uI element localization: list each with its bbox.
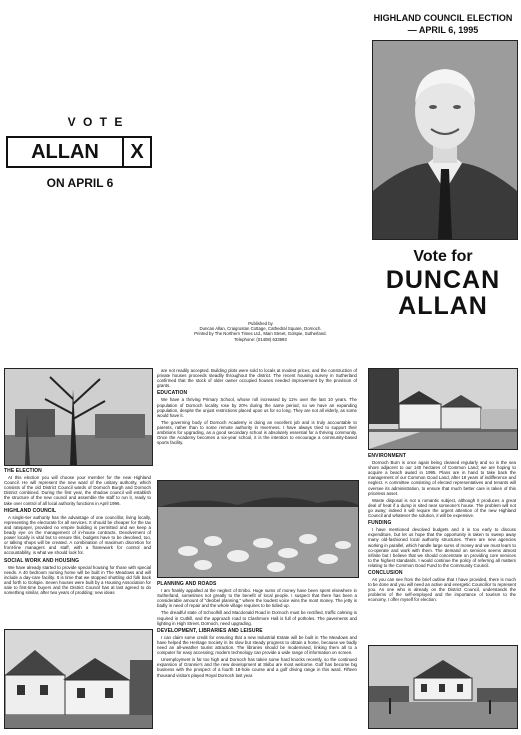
ballot-name: ALLAN [8, 138, 124, 166]
paragraph: Dornoch Burn is once again being cleaned regularly and so is the sea shore adjacent to our 140 hectares of Common Land; we are hoping to acquire a beach award in 1995. Plans are in hand to take back the management of our Common Good Land, after 18 years of indifference and neglect. A committee consisting of elected representatives and tenants will oversee its administration, to ensure that much better care is taken of this priceless asset. [368, 460, 516, 496]
section-heading: SOCIAL WORK AND HOUSING [4, 557, 80, 564]
section-heading: PLANNING AND ROADS [157, 581, 217, 587]
imprint-line2: Duncan Allan, Craigrostan Cottage, Cathedral Square, Dornoch. [199, 326, 322, 332]
vote-for-label: Vote for [413, 248, 473, 265]
section-highland-council [4, 509, 151, 556]
vote-heading: V O T E [67, 115, 125, 129]
paragraph: I can claim some credit for ensuring that a new Industrial Estate will be built in The Meadows and have helped the Heritage Society in its slow but steady progress to obtain a home, because we badly need an all-weather tourist attraction. The libraries should be modernised, linking them all to a computer for easy accessing; modern technology can provide a wide range of information on screen. [157, 634, 357, 656]
ballot-mark: X [130, 140, 144, 163]
section-heading: ENVIRONMENT [368, 453, 407, 459]
section-heading: THE ELECTION [4, 468, 42, 474]
section-election [4, 469, 151, 506]
election-title-line2: — APRIL 6, 1995 [407, 25, 479, 35]
imprint-line4: Telephone: (01408) 633993 [234, 336, 287, 342]
paragraph: We have already started to provide special housing for those with special needs. A 40 bedroom nursing home will be built in The Meadows and will include a day-care facility. It is time that we stopped shuttling old folk back and forth to Golspie. Seven houses were built by a Housing Association for sale to first-time buyers and the District Council has at last agreed to do something similar, after two years of prodding; new ideas [4, 564, 151, 596]
paragraph: Unemployment is far too high and Dornoch has taken some hard knocks recently, so the continued expansion of Grannie's and the new development at Skibo are most welcome. Golf has become big business with the prospect of a fourth 18-hole course and a golf driving range in this ward. Fifteen thousand visitors played Royal Dornoch last year. [157, 657, 357, 678]
photo-village-street [368, 368, 518, 450]
photo-sheep-field [157, 480, 359, 578]
candidate-last-name: ALLAN [398, 292, 488, 320]
section-conclusion [368, 571, 516, 603]
paragraph: The dreadful state of Schoolhill and Macdonald Road in Dornoch must be rectified, traffic calming is required in Cuthill, and the approach road to Clashmore Hall is full of potholes. The pavements and lighting in High Street, Dornoch, need upgrading. [157, 610, 357, 626]
section-environment [368, 454, 516, 518]
candidate-first-name: DUNCAN [385, 266, 501, 294]
photo-cottages [4, 629, 153, 729]
paragraph: are not readily accepted. Building plots were sold to locals at modest prices, and the construction of private houses proceeds steadily throughout the district. The recent housing survey in Sutherland confirmed that the stock of older owner occupied houses needed improvement by the provision of grants. [157, 368, 357, 389]
section-heading: CONCLUSION [368, 569, 403, 576]
paragraph: A single-tier authority has the advantage of one councillor, living locally, representing the electorate for all services. It should be cheaper for the tax and ratepayer, provided no empire building is permitted and we keep a beady eye on the management of in-house contracts. Devolvement of power locally is vital but to ensure this, budgets have to be devolved, too, or talking shops will be created. A combination of maximum discretion for front-line managers and staff, with a framework for control and accountability, is what we should look for. [4, 514, 151, 556]
middle-column-top [157, 368, 357, 447]
section-funding [368, 521, 516, 568]
paragraph: I am frankly appalled at the neglect of Embo. Huge sums of money have been spent elsewhere in Sutherland, sometimes not greatly to the benefit of local people. I suspect that there has been a considerable amount of "decibel planning," where the loudest voice wins the most money. The jetty is badly in need of repair and the whole village requires to be tidied up. [157, 588, 357, 609]
election-title-line1: HIGHLAND COUNCIL ELECTION [373, 13, 513, 23]
paragraph: I have mentioned devolved budgets and it is too early to discuss expenditure, but let us hope that the opportunity is taken to sweep away many old-fashioned local authority structures. There are new agencies working in parallel, which handle large sums of money and we must learn to co-operate and work with them. The demand on services seems almost infinite but I believe that we should concentrate on providing core services to the highest standards. I would continue the policy of referring all matters relating to the Common Good Fund to the Community Council. [368, 527, 516, 568]
election-title [368, 12, 518, 36]
section-education [157, 391, 357, 445]
section-development [157, 629, 357, 678]
right-column [368, 451, 516, 605]
photo-golf-hotel [368, 645, 518, 729]
paragraph: The governing body of Dornoch Academy is doing an excellent job and is truly accountable to parents, rather than to some remote authority in Inverness. I have always tried to support their ambitions for upgrading, as a good secondary school is absolutely essential for a thriving community. Once the Academy becomes a six-year school, it is the intention to encourage a community-based sports facility. [157, 419, 357, 446]
section-heading: FUNDING [368, 520, 392, 527]
left-column [4, 466, 151, 597]
imprint-line1: Published by [248, 321, 273, 326]
vote-date: ON APRIL 6 [46, 176, 114, 190]
section-heading: EDUCATION [157, 390, 188, 397]
photo-tree-street [4, 368, 153, 466]
middle-column-bottom [157, 579, 357, 680]
section-social-work [4, 559, 151, 596]
ballot-box [6, 136, 152, 168]
imprint-line3: Printed by The Northern Times Ltd., Main Street, Golspie, Sutherland. [194, 331, 327, 337]
candidate-portrait [372, 40, 518, 240]
paragraph: Waste disposal is not a romantic subject, although it produces a great deal of heat if a dump is sited near someone's house. The problem will not go away; indeed it will require the urgent attention of the new Highland Council and whatever the solution, it will be expensive. [368, 497, 516, 519]
section-heading: DEVELOPMENT, LIBRARIES AND LEISURE [157, 627, 263, 634]
paragraph: At this election you will choose your member for the new Highland Council. He will represent the new ward of the unitary authority, which consists of the old District Council wards of Dornoch Burgh and Dornoch District combined. During the first year, the shadow council will establish the structure of the new council and assemble the staff to run it, ready to take over control of all local authority functions in April 1996. [4, 475, 151, 506]
section-heading: HIGHLAND COUNCIL [4, 507, 57, 514]
paragraph: We have a thriving Primary School, whose roll increased by 11% over the last 10 years. The population of Dornoch locality rose by 20% during the same period, so we have an expanding population, despite the unjust restrictions placed upon us for so long. They are not all elderly, as some would have it. [157, 397, 357, 418]
paragraph: As you can see from the brief outline that I have provided, there is much to be done and you will need an active and energetic Councillor to represent you. As one who is already on the District Council, understands the problems of the self-employed and the importance of tourism to the economy, I offer myself for election. [368, 577, 516, 603]
section-planning-roads [157, 582, 357, 626]
imprint [158, 321, 363, 342]
